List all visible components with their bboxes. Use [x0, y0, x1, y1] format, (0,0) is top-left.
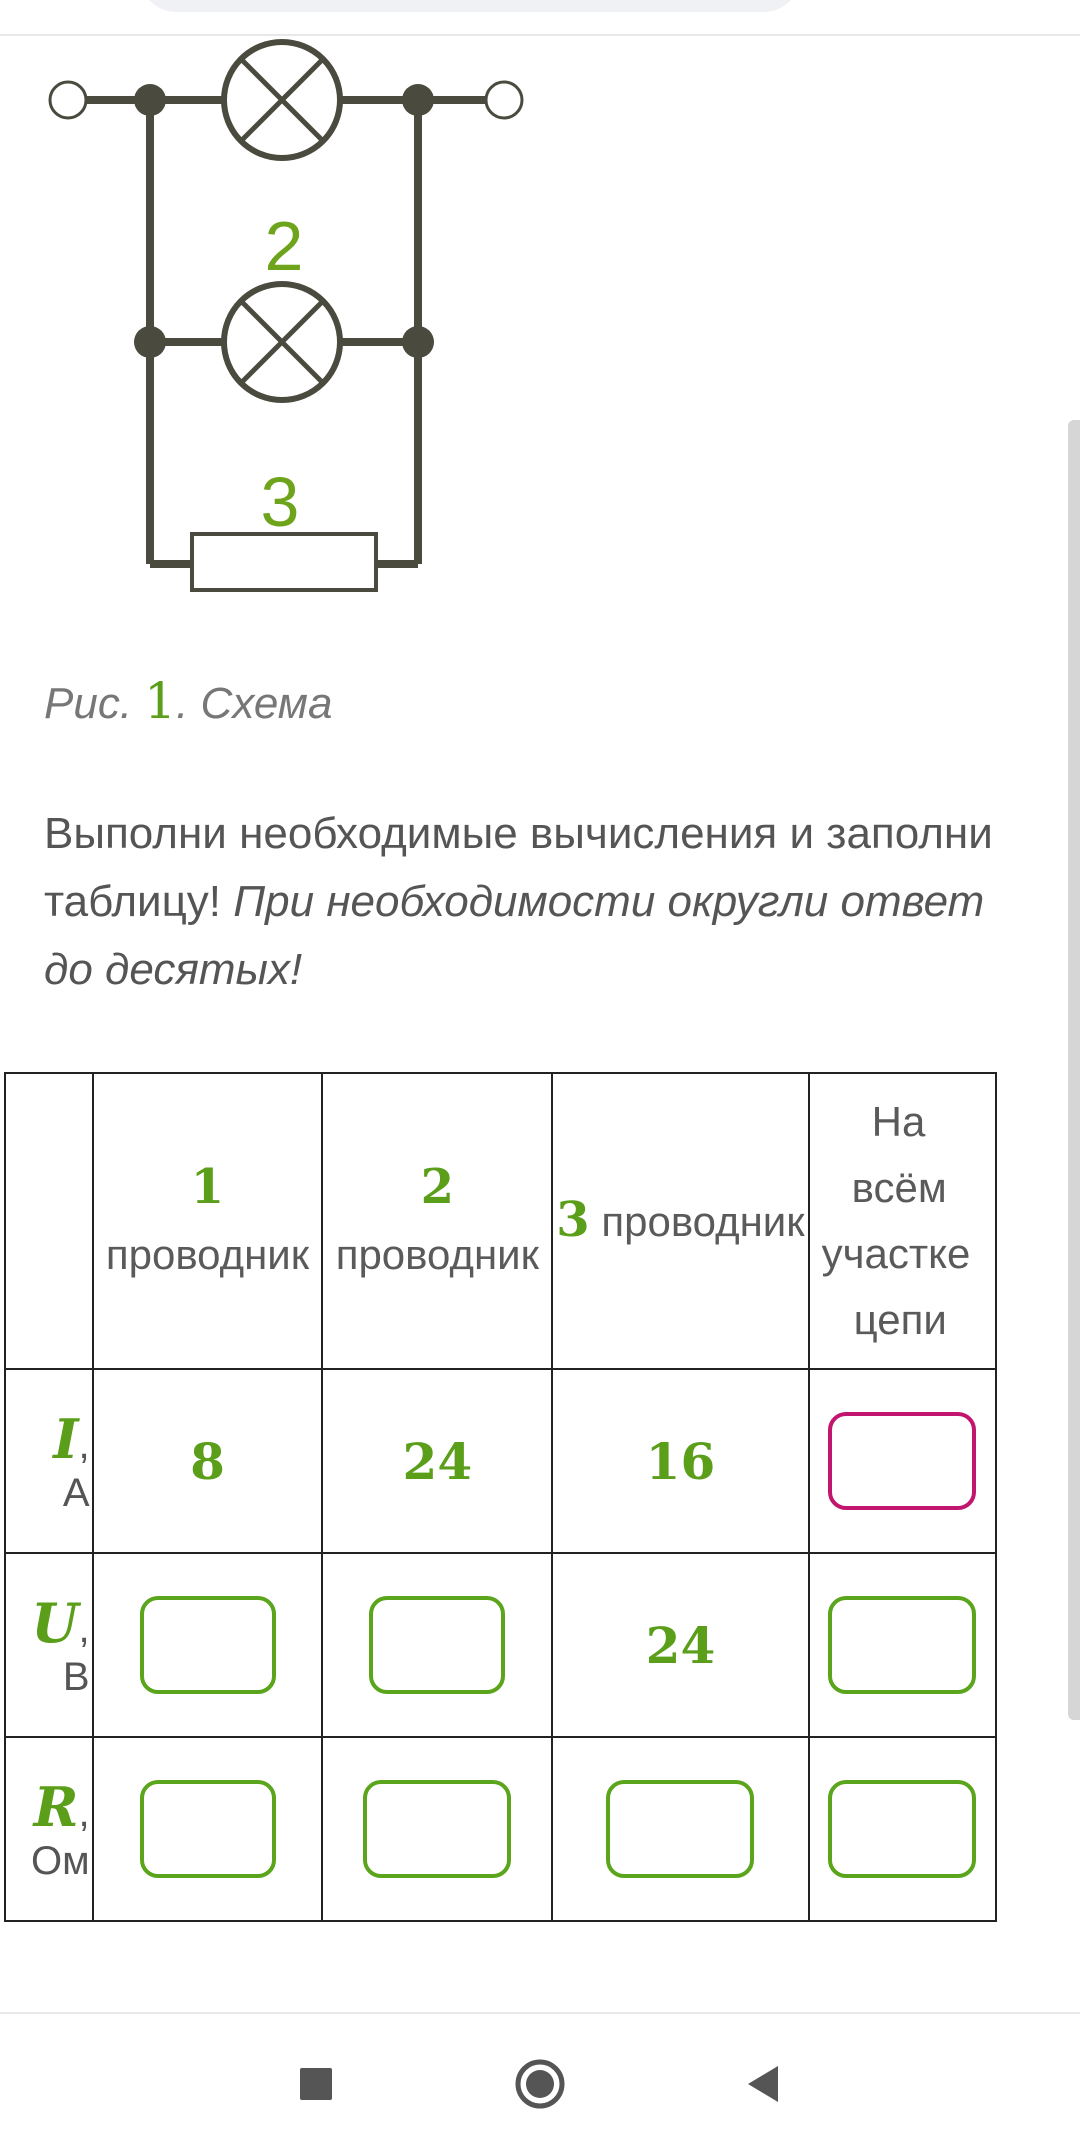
label-resistor-3: 3	[260, 463, 300, 541]
row-label-voltage: U, В	[5, 1553, 93, 1737]
caption-prefix: Рис.	[44, 679, 133, 728]
resistance-conductor-3-cell	[552, 1737, 808, 1921]
current-conductor-1: 8	[93, 1369, 323, 1553]
answer-table	[4, 1072, 997, 1922]
header-conductor-2: 2 проводник	[322, 1073, 552, 1369]
resistance-conductor-1-input[interactable]	[140, 1780, 276, 1878]
voltage-total-input[interactable]	[828, 1596, 976, 1694]
row-label-resistance: R, Ом	[5, 1737, 93, 1921]
header-empty-cell	[5, 1073, 93, 1369]
voltage-conductor-2-input[interactable]	[369, 1596, 505, 1694]
resistance-conductor-2-input[interactable]	[363, 1780, 511, 1878]
current-conductor-3: 16	[552, 1369, 808, 1553]
header-conductor-1: 1 проводник	[93, 1073, 323, 1369]
instruction-hint: При необходимости округли ответ до десятых!	[44, 877, 985, 994]
caption-number: 1	[144, 672, 177, 730]
back-triangle-icon[interactable]	[734, 2054, 794, 2114]
resistance-total-cell	[809, 1737, 996, 1921]
lamp-1-icon	[224, 42, 340, 158]
table-row-resistance	[5, 1737, 996, 1921]
resistance-conductor-2-cell	[322, 1737, 552, 1921]
voltage-conductor-1-cell	[93, 1553, 323, 1737]
resistance-conductor-3-input[interactable]	[606, 1780, 754, 1878]
table-header-row	[5, 1073, 996, 1369]
circle-icon[interactable]	[510, 2054, 570, 2114]
resistance-total-input[interactable]	[828, 1780, 976, 1878]
search-bar-edge[interactable]	[140, 0, 800, 12]
label-lamp-2: 2	[264, 207, 304, 285]
voltage-conductor-2-cell	[322, 1553, 552, 1737]
caption-suffix: . Схема	[176, 679, 333, 728]
voltage-total-cell	[809, 1553, 996, 1737]
terminal-left-icon	[50, 82, 86, 118]
row-label-current: I, А	[5, 1369, 93, 1553]
lamp-2-icon	[224, 284, 340, 400]
current-total-cell	[809, 1369, 996, 1553]
resistance-conductor-1-cell	[93, 1737, 323, 1921]
header-conductor-3: 3 проводник	[552, 1073, 808, 1369]
table-row-current	[5, 1369, 996, 1553]
square-icon[interactable]	[286, 2054, 346, 2114]
voltage-conductor-1-input[interactable]	[140, 1596, 276, 1694]
header-whole-circuit: На всём участке цепи	[809, 1073, 996, 1369]
scrollbar[interactable]	[1068, 420, 1080, 1720]
figure-caption	[44, 672, 332, 730]
terminal-right-icon	[486, 82, 522, 118]
answer-table-viewport[interactable]	[30, 1072, 1037, 1930]
current-total-input[interactable]	[828, 1412, 976, 1510]
resistor-icon	[192, 534, 376, 590]
circuit-diagram	[40, 36, 540, 596]
voltage-conductor-3: 24	[552, 1553, 808, 1737]
table-row-voltage	[5, 1553, 996, 1737]
task-instruction	[44, 800, 1004, 1004]
current-conductor-2: 24	[322, 1369, 552, 1553]
android-nav-bar	[0, 2012, 1080, 2146]
instruction-text: Выполни необходимые вычисления и заполни таблицу!	[44, 809, 993, 926]
